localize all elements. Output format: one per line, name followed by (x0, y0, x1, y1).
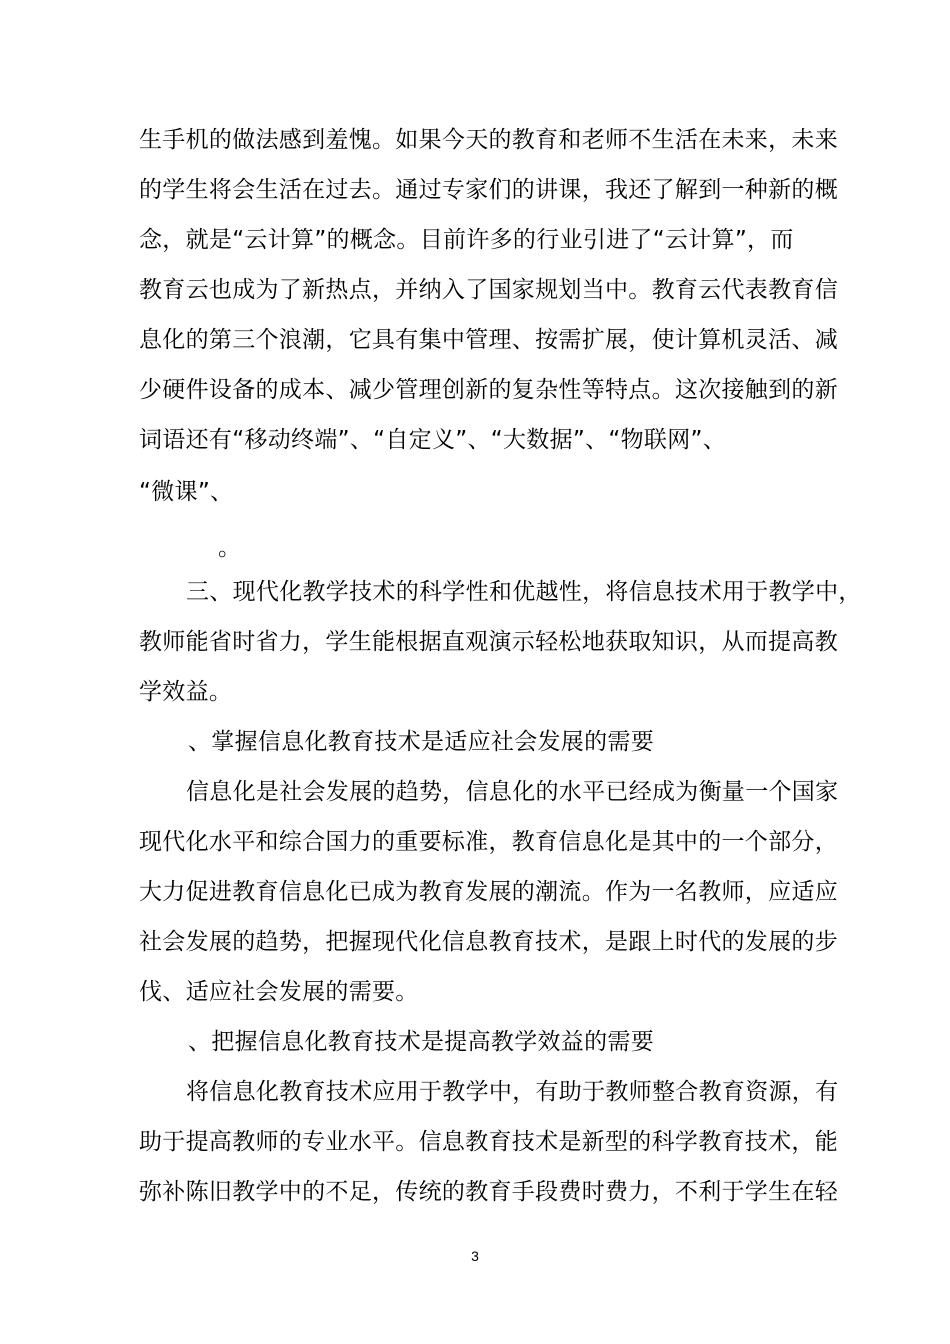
text-line: 弥补陈旧教学中的不足，传统的教育手段费时费力，不利于学生在轻 (139, 1179, 838, 1205)
section-heading: 三、现代化教学技术的科学性和优越性，将信息技术用于教学中， (186, 579, 862, 605)
text-line: 教师能省时省力，学生能根据直观演示轻松地获取知识，从而提高教 (139, 629, 838, 655)
text-line: 将信息化教育技术应用于教学中，有助于教师整合教育资源，有 (186, 1079, 839, 1105)
text-line: 伐、适应社会发展的需要。 (139, 979, 419, 1005)
text-line: 。 (218, 535, 242, 561)
text-line: 教育云也成为了新热点，并纳入了国家规划当中。教育云代表教育信 (139, 277, 838, 303)
text-line: 现代化水平和综合国力的重要标准，教育信息化是其中的一个部分， (139, 829, 838, 855)
text-line: 助于提高教师的专业水平。信息教育技术是新型的科学教育技术，能 (139, 1129, 838, 1155)
text-line: 的学生将会生活在过去。通过专家们的讲课，我还了解到一种新的概 (139, 177, 838, 203)
text-line: 信息化是社会发展的趋势，信息化的水平已经成为衡量一个国家 (186, 779, 839, 805)
text-line: 生手机的做法感到羞愧。如果今天的教育和老师不生活在未来，未来 (139, 127, 838, 153)
text-line: 少硬件设备的成本、减少管理创新的复杂性等特点。这次接触到的新 (139, 377, 838, 403)
subsection-heading: 、掌握信息化教育技术是适应社会发展的需要 (188, 729, 654, 755)
text-line: 大力促进教育信息化已成为教育发展的潮流。作为一名教师，应适应 (139, 879, 838, 905)
text-line: 学效益。 (139, 679, 233, 705)
text-line: “微课”、 (139, 479, 234, 505)
text-line: 社会发展的趋势，把握现代化信息教育技术，是跟上时代的发展的步 (139, 929, 838, 955)
text-line: 念，就是“云计算”的概念。目前许多的行业引进了“云计算”，而 (139, 227, 794, 253)
text-line: 息化的第三个浪潮，它具有集中管理、按需扩展，使计算机灵活、减 (139, 327, 838, 353)
page-number: 3 (471, 1248, 479, 1264)
subsection-heading: 、把握信息化教育技术是提高教学效益的需要 (188, 1029, 654, 1055)
text-line: 词语还有“移动终端”、“自定义”、“大数据”、“物联网”、 (139, 427, 727, 453)
